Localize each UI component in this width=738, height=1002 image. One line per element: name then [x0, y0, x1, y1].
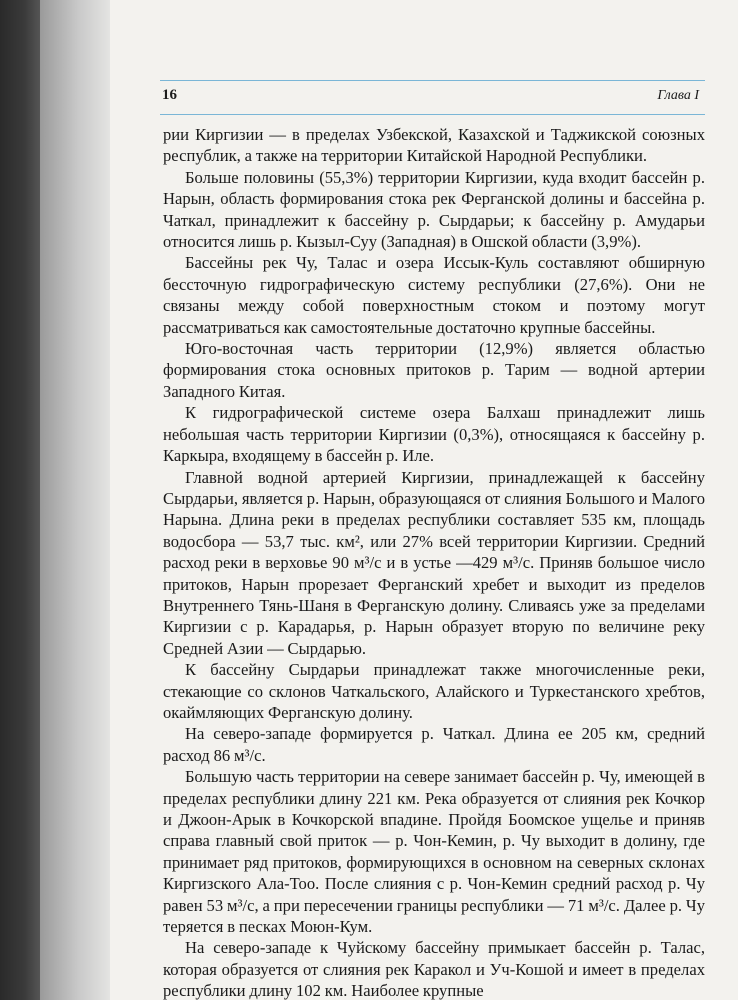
header-rule-top	[160, 80, 705, 81]
page-number: 16	[162, 87, 177, 103]
page-body	[163, 124, 705, 1002]
paragraph-8: На северо-западе формируется р. Чаткал. Длина ее 205 км, средний расход 86 м³/с.	[163, 724, 705, 765]
paragraph-4: Юго-восточная часть территории (12,9%) является областью формирования стока основных притоков р. Тарим — водной артерии Западного Китая.	[163, 339, 705, 401]
paragraph-10: На северо-западе к Чуйскому бассейну примыкает бассейн р. Талас, которая образуется от слияния рек Каракол и Уч-Кошой и имеет в пределах республики длину 102 км. Наиболее крупные	[163, 938, 705, 1001]
page-gutter	[40, 0, 110, 1000]
book-spine-shadow	[0, 0, 40, 1000]
paragraph-2: Больше половины (55,3%) территории Киргизии, куда входит бассейн р. Нарын, область формирования стока рек Ферганской долины и бассейна р. Чаткал, принадлежит к бассейну р. Сырдарьи; к бассейну р. Амударьи относится лишь р. Кызыл-Суу (Западная) в Ошской области (3,9%).	[163, 167, 705, 252]
header-rule-bottom	[160, 114, 705, 115]
paragraph-3: Бассейны рек Чу, Талас и озера Иссык-Куль составляют обширную бессточную гидрографическую систему республики (27,6%). Они не связаны между собой поверхностным стоком и поэтому могут рассматриваться как самостоятельные достаточно крупные бассейны.	[163, 253, 705, 337]
paragraph-7: К бассейну Сырдарьи принадлежат также многочисленные реки, стекающие со склонов Чаткальского, Алайского и Туркестанского хребтов, окаймляющих Ферганскую долину.	[163, 660, 705, 722]
paragraph-5: К гидрографической системе озера Балхаш принадлежит лишь небольшая часть территории Киргизии (0,3%), относящаяся к бассейну р. Каркыра, входящему в бассейн р. Иле.	[163, 403, 705, 466]
running-header	[160, 80, 705, 116]
paragraph-1: рии Киргизии — в пределах Узбекской, Казахской и Таджикской союзных республик, а также на территории Китайской Народной Республики.	[163, 125, 705, 166]
paragraph-6: Главной водной артерией Киргизии, принадлежащей к бассейну Сырдарьи, является р. Нарын, образующаяся от слияния Большого и Малого Нарына. Длина реки в пределах республики составляет 535 км, площадь водосбора — 53,7 тыс. км², или 27% всей территории Киргизии. Средний расход реки в верховье 90 м³/с и в устье —429 м³/с. Приняв большое число притоков, Нарын прорезает Ферганский хребет и выходит из пределов Внутреннего Тянь-Шаня в Ферганскую долину. Сливаясь уже за пределами Киргизии с р. Карадарья, р. Нарын образует вторую по величине реку Средней Азии — Сырдарью.	[163, 467, 705, 658]
paragraph-9: Большую часть территории на севере занимает бассейн р. Чу, имеющей в пределах республики длину 221 км. Река образуется от слияния рек Кочкор и Джоон-Арык в Кочкорской впадине. Пройдя Боомское ущелье и приняв справа главный свой приток — р. Чон-Кемин, р. Чу выходит в долину, где принимает ряд притоков, формирующихся в основном на северных склонах Киргизского Ала-Тоо. После слияния с р. Чон-Кемин средний расход р. Чу равен 53 м³/с, а при пересечении границы республики — 71 м³/с. Далее р. Чу теряется в песках Моюн-Кум.	[163, 767, 705, 937]
chapter-title: Глава I	[657, 88, 699, 103]
